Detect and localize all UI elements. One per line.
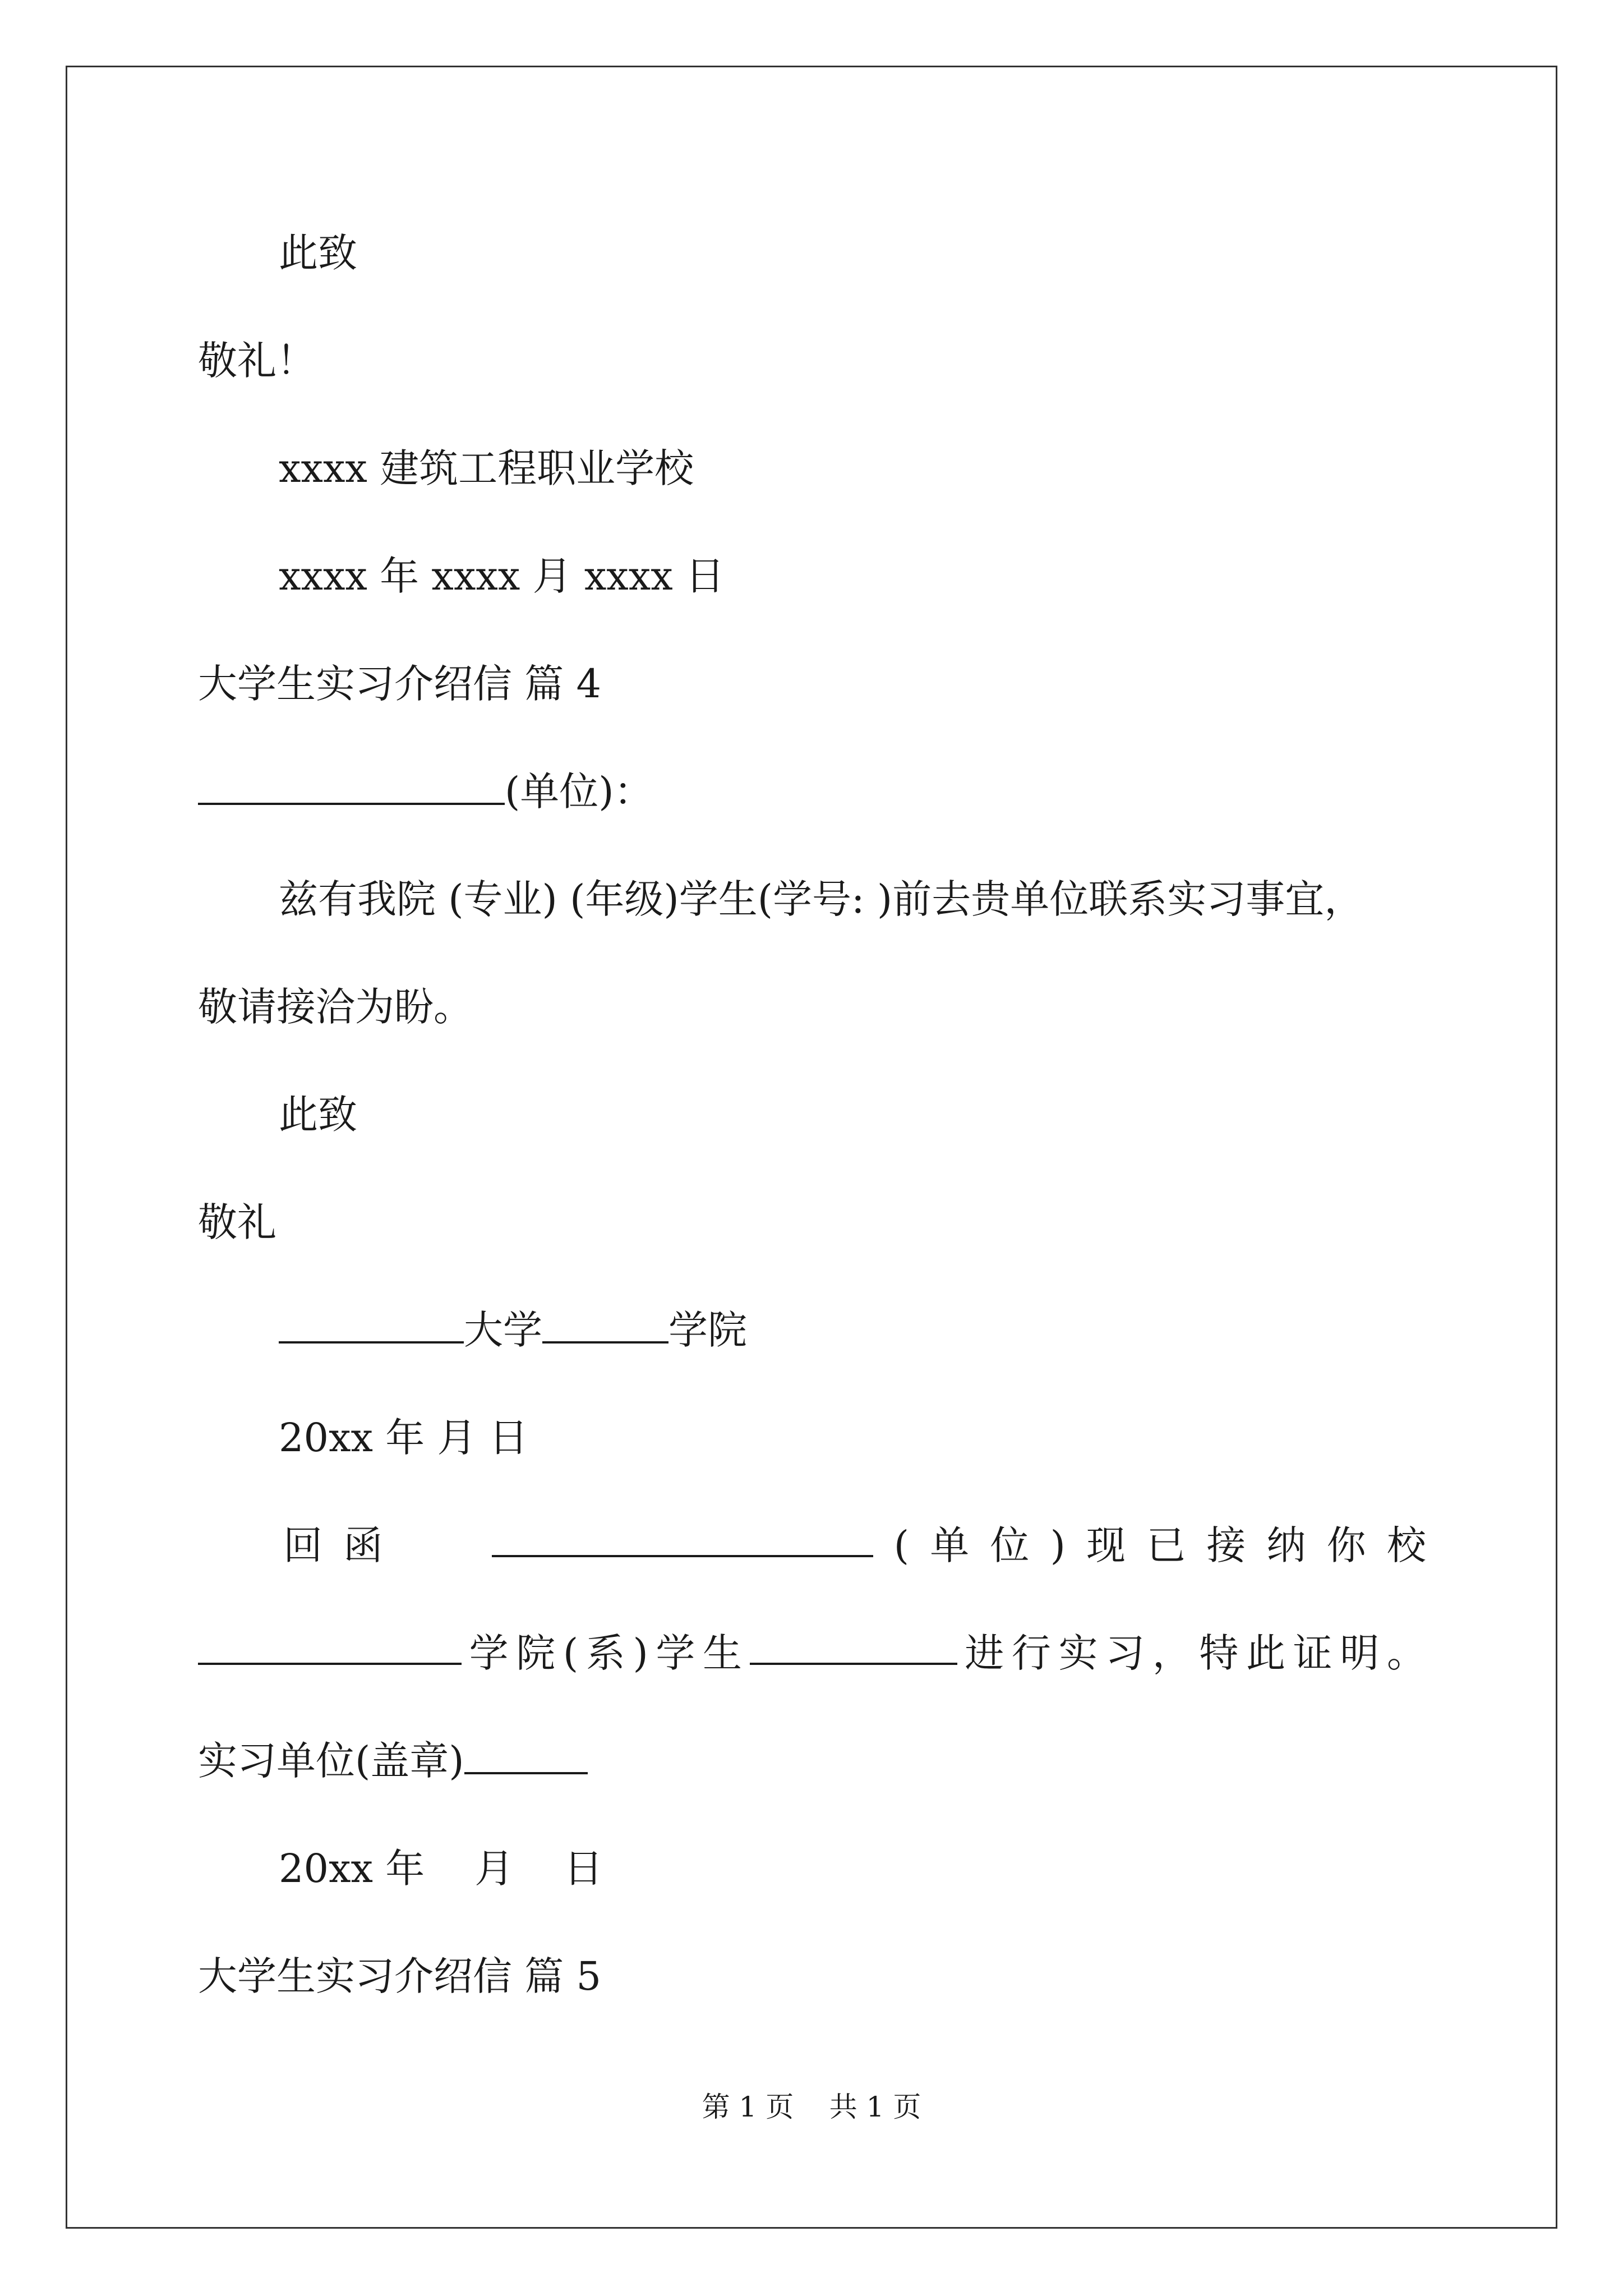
date-1: xxxx 年 xxxx 月 xxxx 日 [279, 553, 725, 599]
recipient-line [198, 766, 653, 817]
reply-char: 实 [1058, 1630, 1098, 1676]
reply-char: 校 [1386, 1522, 1426, 1568]
blank-field [279, 1306, 464, 1343]
blank-field [750, 1628, 957, 1665]
regards-2: 敬礼 [198, 1199, 276, 1245]
body-paragraph-line-2: 敬请接洽为盼。 [198, 984, 473, 1030]
page-footer: 第 1 页 共 1 页 [702, 2091, 921, 2123]
reply-char: 函 [343, 1522, 383, 1568]
reply-char: 生 [703, 1630, 742, 1676]
reply-char: 系 [585, 1630, 625, 1676]
page-border [66, 66, 1557, 2229]
reply-char: 回 [283, 1522, 323, 1568]
reply-char: 接 [1206, 1522, 1246, 1568]
reply-char: 行 [1011, 1630, 1051, 1676]
blank-field [464, 1737, 588, 1774]
signature-university-line [279, 1305, 747, 1355]
seal-line [198, 1736, 588, 1786]
reply-char: 习 [1105, 1630, 1145, 1676]
reply-char: ， [1152, 1630, 1192, 1676]
reply-char: 进 [965, 1630, 1004, 1676]
reply-char: ) [633, 1630, 648, 1676]
section-title-4: 大学生实习介绍信 篇 4 [198, 661, 602, 707]
reply-char: 院 [516, 1630, 556, 1676]
reply-char: 证 [1293, 1630, 1332, 1676]
college-label: 学院 [668, 1307, 747, 1353]
date-2: 20xx 年 月 日 [279, 1415, 528, 1461]
reply-char: 明 [1340, 1630, 1380, 1676]
seal-label: 实习单位(盖章) [198, 1738, 464, 1784]
closing-salutation-2: 此致 [279, 1092, 357, 1138]
reply-char: 单 [930, 1522, 970, 1568]
reply-char: 此 [1246, 1630, 1285, 1676]
reply-char: ( [893, 1522, 910, 1568]
reply-char: 位 [990, 1522, 1030, 1568]
reply-char: ) [1050, 1522, 1066, 1568]
reply-char: 纳 [1266, 1522, 1306, 1568]
reply-char: 学 [656, 1630, 695, 1676]
school-name: xxxx 建筑工程职业学校 [279, 445, 694, 491]
reply-letter-line-1 [198, 1520, 1426, 1571]
reply-char: 特 [1199, 1630, 1239, 1676]
regards-1: 敬礼！ [198, 338, 316, 384]
university-label: 大学 [464, 1307, 542, 1353]
reply-char: 你 [1326, 1522, 1366, 1568]
blank-field [198, 768, 505, 805]
reply-char: 现 [1086, 1522, 1126, 1568]
blank-field [492, 1520, 873, 1557]
reply-char: ( [562, 1630, 579, 1676]
closing-salutation-1: 此致 [279, 230, 357, 276]
recipient-suffix: (单位)： [505, 769, 653, 815]
reply-char: 已 [1146, 1522, 1186, 1568]
reply-char: 学 [469, 1630, 509, 1676]
blank-field [198, 1628, 462, 1665]
reply-letter-line-2 [198, 1628, 1426, 1678]
body-paragraph-line-1: 兹有我院 (专业) (年级)学生(学号: )前去贵单位联系实习事宜， [279, 876, 1364, 922]
section-title-5: 大学生实习介绍信 篇 5 [198, 1953, 602, 1999]
blank-field [542, 1306, 668, 1343]
date-3: 20xx 年 月 日 [279, 1846, 603, 1892]
reply-char: 。 [1386, 1630, 1426, 1676]
